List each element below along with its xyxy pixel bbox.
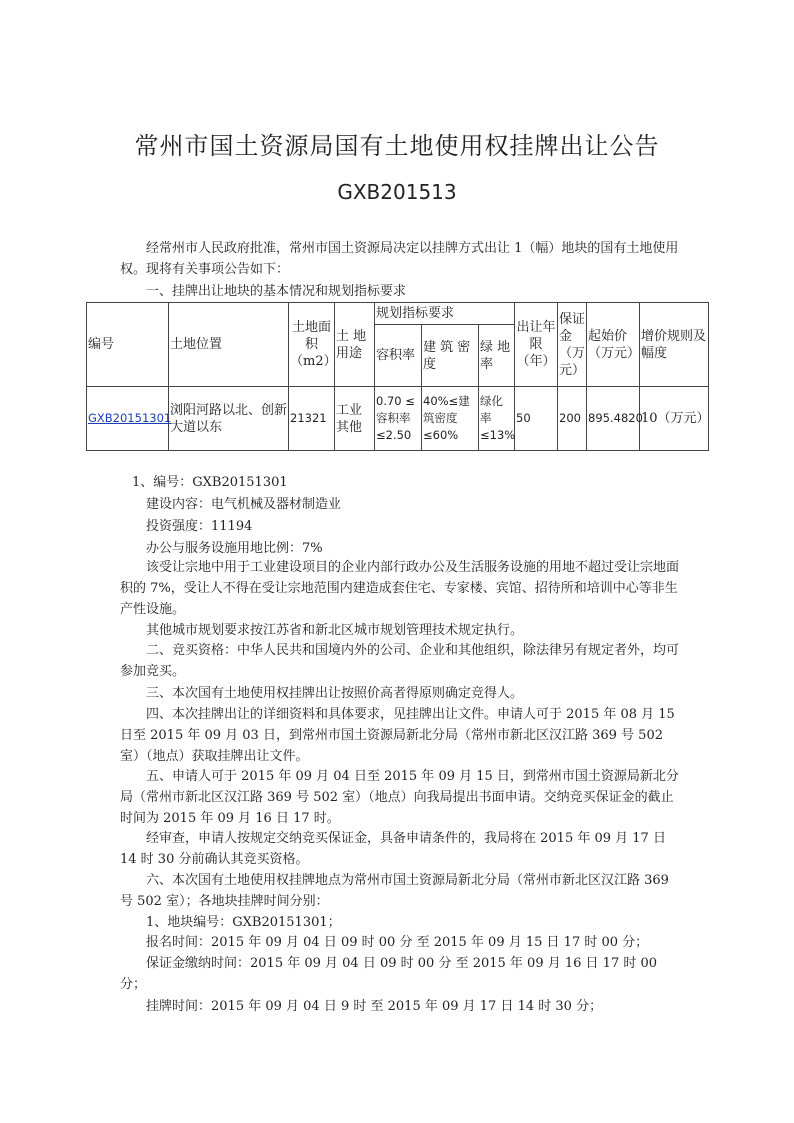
section-heading: 一、挂牌出让地块的基本情况和规划指标要求 <box>146 284 407 299</box>
cell-use: 工业其他 <box>335 387 375 451</box>
application-period: 五、申请人可于 2015 年 09 月 04 日至 2015 年 09 月 15 日，到常州市国土资源局新北分局（常州市新北区汉江路 369 号 502 室）（地点）向我局提出书面申请。交纳竞买保证金的截止时间为 2015 年 09 月 16 日 17 时。 <box>120 769 679 826</box>
deposit-time: 保证金缴纳时间：2015 年 09 月 04 日 09 时 00 分 至 2015 年 09 月 16 日 17 时 00 分； <box>120 956 658 992</box>
header-increment: 增价规则及幅度 <box>640 303 709 387</box>
announcement-code: GXB201513 <box>337 180 457 204</box>
item-number: 1、编号：GXB20151301 <box>132 475 288 490</box>
land-use-restriction: 该受让宗地中用于工业建设项目的企业内部行政办公及生活服务设施的用地不超过受让宗地面积的 7%，受让人不得在受让宗地范围内建造成套住宅、专家楼、宾馆、招待所和培训中心等非生产性设施。 <box>120 560 680 617</box>
listing-time: 挂牌时间：2015 年 09 月 04 日 9 时 至 2015 年 09 月 17 日 14 时 30 分； <box>146 999 603 1014</box>
page-title: 常州市国土资源局国有土地使用权挂牌出让公告 <box>134 132 660 160</box>
other-planning: 其他城市规划要求按江苏省和新北区城市规划管理技术规定执行。 <box>146 623 524 638</box>
winner-principle: 三、本次国有土地使用权挂牌出让按照价高者得原则确定竞得人。 <box>146 686 524 701</box>
investment-intensity: 投资强度：11194 <box>146 519 253 534</box>
cell-plot-ratio: 0.70 ≤容积率≤2.50 <box>375 387 422 451</box>
cell-density: 40%≤建筑密度≤60% <box>422 387 479 451</box>
cell-green: 绿化率≤13% <box>479 387 515 451</box>
header-deposit: 保证金（万元） <box>558 303 587 387</box>
header-plot-ratio: 容积率 <box>375 325 422 387</box>
cell-start-price: 895.4820 <box>587 387 640 451</box>
cell-deposit: 200 <box>558 387 587 451</box>
cell-id[interactable] <box>87 387 172 451</box>
intro-paragraph: 经常州市人民政府批准，常州市国土资源局决定以挂牌方式出让 1（幅）地块的国有土地使用权。现将有关事项公告如下： <box>120 241 679 277</box>
cell-area: 21321 <box>289 387 335 451</box>
registration-time: 报名时间：2015 年 09 月 04 日 09 时 00 分 至 2015 年 09 月 15 日 17 时 00 分； <box>146 935 649 950</box>
cell-term: 50 <box>515 387 558 451</box>
cell-location: 浏阳河路以北、创新大道以东 <box>169 387 289 451</box>
land-id-link[interactable]: GXB20151301 <box>88 411 172 425</box>
header-term: 出让年限（年） <box>515 303 558 387</box>
header-plan: 规划指标要求 <box>375 303 515 325</box>
parcel-number: 1、地块编号：GXB20151301； <box>146 915 341 930</box>
listing-location: 六、本次国有土地使用权挂牌地点为常州市国土资源局新北分局（常州市新北区汉江路 369 号 502 室）；各地块挂牌时间分别： <box>120 873 669 909</box>
table-row <box>87 387 709 451</box>
qualification-review: 经审查，申请人按规定交纳竞买保证金，具备申请条件的，我局将在 2015 年 09 月 17 日 14 时 30 分前确认其竞买资格。 <box>120 831 666 867</box>
header-green: 绿 地率 <box>479 325 515 387</box>
cell-increment: 10（万元） <box>640 387 709 451</box>
header-density: 建 筑 密度 <box>422 325 479 387</box>
construction-content: 建设内容：电气机械及器材制造业 <box>146 497 342 512</box>
land-table <box>86 302 709 451</box>
bidder-qualification: 二、竞买资格：中华人民共和国境内外的公司、企业和其他组织，除法律另有规定者外，均可参加竞买。 <box>120 643 680 679</box>
header-location: 土地位置 <box>169 303 289 387</box>
office-ratio: 办公与服务设施用地比例：7% <box>146 541 323 556</box>
documents-pickup: 四、本次挂牌出让的详细资料和具体要求，见挂牌出让文件。申请人可于 2015 年 08 月 15 日至 2015 年 09 月 03 日，到常州市国土资源局新北分局（常州市新北区汉江路 369 号 502 室）（地点）获取挂牌出让文件。 <box>120 707 675 764</box>
header-use: 土 地用途 <box>335 303 375 387</box>
header-start-price: 起始价（万元） <box>587 303 640 387</box>
header-id: 编号 <box>87 303 169 387</box>
header-area: 土地面积（m2） <box>289 303 335 387</box>
